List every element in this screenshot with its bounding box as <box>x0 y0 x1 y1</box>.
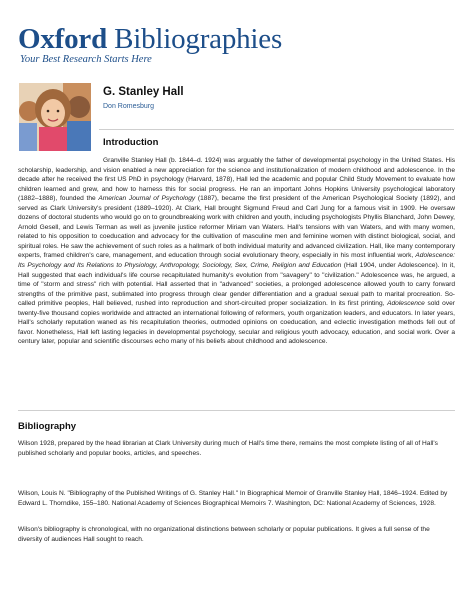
bibliography-heading: Bibliography <box>18 421 77 432</box>
entry-author-link[interactable]: Don Romesburg <box>103 103 154 110</box>
introduction-paragraph <box>18 156 455 347</box>
intro-italic-book-title: Adolescence: Its Psychology and Its Relations to Physiology, Anthropology, Sociology, Sex, Crime, Religion and Education <box>18 252 455 270</box>
intro-italic-journal-title: American Journal of Psychology <box>98 195 196 203</box>
children-banner-image <box>19 83 91 151</box>
introduction-heading: Introduction <box>103 137 159 148</box>
bibliography-divider <box>18 410 455 411</box>
brand-name <box>18 24 282 54</box>
oxford-bibliographies-logo <box>18 24 282 65</box>
brand-name-part1: Oxford <box>18 23 108 55</box>
brand-tagline: Your Best Research Starts Here <box>20 54 152 65</box>
intro-text-segment: Granville Stanley Hall (b. 1844–d. 1924) was arguably the father of developmental psychology in the United States. His scholarship, leadership, and vision enabled a new appreciation for the science and institutionalization of modern childhood and adolescence. In the decade after he received the first US PhD in psychology (Harvard, 1878), Hall led the academic and popular Child Study Movement to evaluate how children learned and grew, and how to harness this for social progress. He ran an important Johns Hopkins University psychological laboratory (1882–1888), founded the <box>18 157 455 203</box>
intro-text-segment: sold over twenty-five thousand copies worldwide and attracted an international following of reformers, youth organization leaders, and educators. In later years, Hall's scholarly reputation waned as his recapitulation theories, outmoded opinions on coeducation, and eclectic investigation methods fell out of favor. Nonetheless, Hall left lasting legacies in developmental psychology, secular and religious youth advocacy, education, and social work. Over a century later, popular and scientific discourses echo many of his beliefs about childhood and adolescence. <box>18 300 456 346</box>
intro-text-segment: (1887), became the first president of the American Psychological Society (1892), and served as Clark University's president (1889–1920). At Clark, Hall brought Sigmund Freud and Carl Jung for a famous visit in 1909. He oversaw dozens of doctoral students who would go on to groundbreaking work with children and youth, including psychologists Phyllis Blanchard, John Dewey, Arnold Gesell, and Lewis Terman as well as juvenile justice reformer Miriam van Waters. Hall's tensions with van Waters, and with many women, related to his opposition to coeducation and advocacy for the cultivation of masculine men and feminine women with distinct biological, social, and spiritual roles. He saw the achievement of such roles as a hallmark of both individual maturity and advanced civilization. Hall, like many contemporary experts, framed children's care, management, and education through social evolutionary theory, especially in his most influential work, <box>18 195 455 260</box>
intro-italic-book-short-title: Adolescence <box>387 300 425 308</box>
introduction-body <box>18 156 455 347</box>
bibliography-note: Wilson 1928, prepared by the head librarian at Clark University during much of Hall's time there, remains the most complete listing of all of Hall's published scholarly and popular books, articles, and speeches. <box>18 440 438 457</box>
children-photo <box>19 83 91 151</box>
entry-title: G. Stanley Hall <box>103 86 184 98</box>
bibliography-citation: Wilson, Louis N. "Bibliography of the Published Writings of G. Stanley Hall." In Biographical Memoir of Granville Stanley Hall, 1846–1924. Edited by Edward L. Thorndike, 155–180. National Academy of Sciences Biographical Memoirs 7. Washington, DC: National Academy of Sciences, 1928. <box>18 490 448 507</box>
introduction-divider <box>99 129 454 130</box>
brand-name-part2: Bibliographies <box>114 23 283 55</box>
intro-text-segment: (Hall 1904, under Adolescence). In it, Hall suggested that each individual's life course recapitulated humanity's evolution from "savagery" to "civilization." Adolescence was, he argued, a time of "storm and stress" rich with potential. Hall asserted that in "advanced" societies, a prolonged adolescence allowed youth to carry forward strengths of the primitive past, sublimated into progress through clear gender differentiation and a gradual sexual path to marital procreation. So-called primitive peoples, Hall believed, rushed into reproduction and short-circuited proper socialization. In its first printing, <box>18 262 455 308</box>
bibliography-annotation: Wilson's bibliography is chronological, with no organizational distinctions between scholarly or popular publications. It gives a full sense of the diversity of audiences Hall sought to reach. <box>18 526 430 543</box>
